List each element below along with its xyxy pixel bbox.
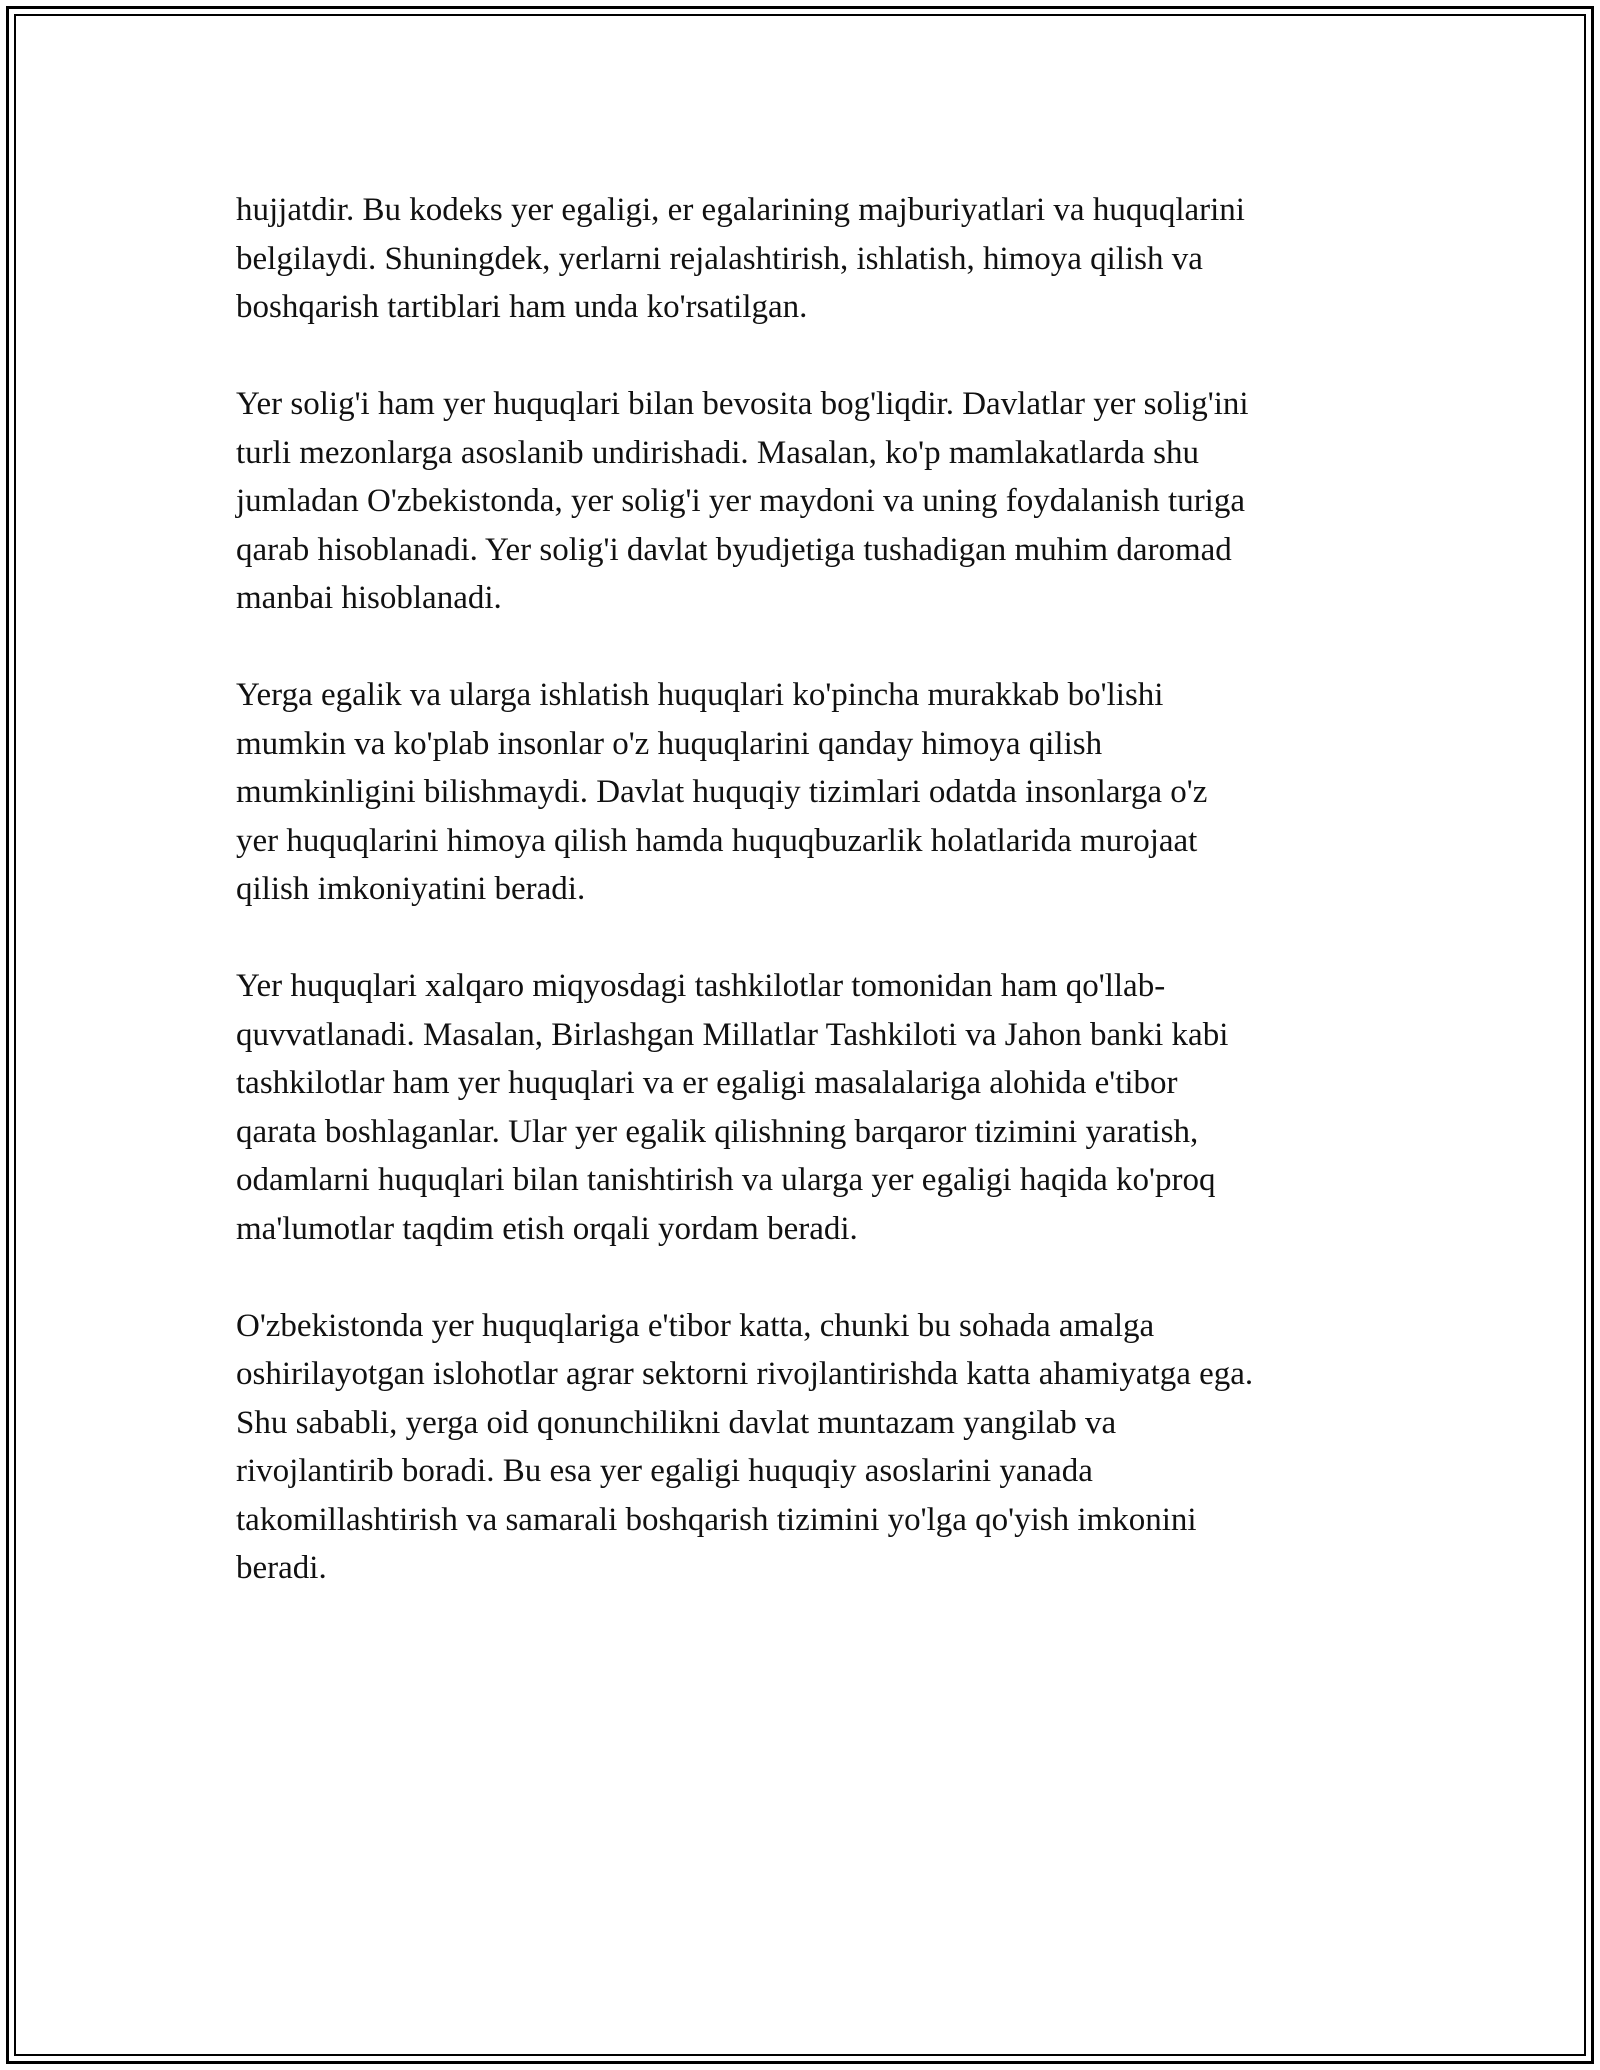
paragraph-5: O'zbekistonda yer huquqlariga e'tibor katta, chunki bu sohada amalga oshirilayotgan islohotlar agrar sektorni rivojlantirishda katta ahamiyatga ega. Shu sababli, yerga oid qonunchilikni davlat muntazam yangilab va rivojlantirib boradi. Bu esa yer egaligi huquqiy asoslarini yanada takomillashtirish va samarali boshqarish tizimini yo'lga qo'yish imkonini beradi. xyxy=(236,1307,1254,1586)
paragraph-4: Yer huquqlari xalqaro miqyosdagi tashkilotlar tomonidan ham qo'llab- quvvatlanadi. Masalan, Birlashgan Millatlar Tashkiloti va Jahon banki kabi tashkilotlar ham yer huquqlari va er egaligi masalalariga alohida e'tibor qarata boshlaganlar. Ular yer egalik qilishning barqaror tizimini yaratish, odamlarni huquqlari bilan tanishtirish va ularga yer egaligi haqida ko'proq ma'lumotlar taqdim etish orqali yordam beradi. xyxy=(236,968,1229,1247)
paragraph-2: Yer solig'i ham yer huquqlari bilan bevosita bog'liqdir. Davlatlar yer solig'ini turli mezonlarga asoslanib undirishadi. Masalan, ko'p mamlakatlarda shu jumladan O'zbekistonda, yer solig'i yer maydoni va uning foydalanish turiga qarab hisoblanadi. Yer solig'i davlat byudjetiga tushadigan muhim daromad manbai hisoblanadi. xyxy=(236,386,1249,616)
paragraph-1: hujjatdir. Bu kodeks yer egaligi, er egalarining majburiyatlari va huquqlarini belgilaydi. Shuningdek, yerlarni rejalashtirish, ishlatish, himoya qilish va boshqarish tartiblari ham unda ko'rsatilgan. xyxy=(236,192,1245,325)
paragraph-3: Yerga egalik va ularga ishlatish huquqlari ko'pincha murakkab bo'lishi mumkin va ko'plab insonlar o'z huquqlarini qanday himoya qilish mumkinligini bilishmaydi. Davlat huquqiy tizimlari odatda insonlarga o'z yer huquqlarini himoya qilish hamda huquqbuzarlik holatlarida murojaat qilish imkoniyatini beradi. xyxy=(236,677,1208,907)
document-body xyxy=(236,186,1376,1593)
